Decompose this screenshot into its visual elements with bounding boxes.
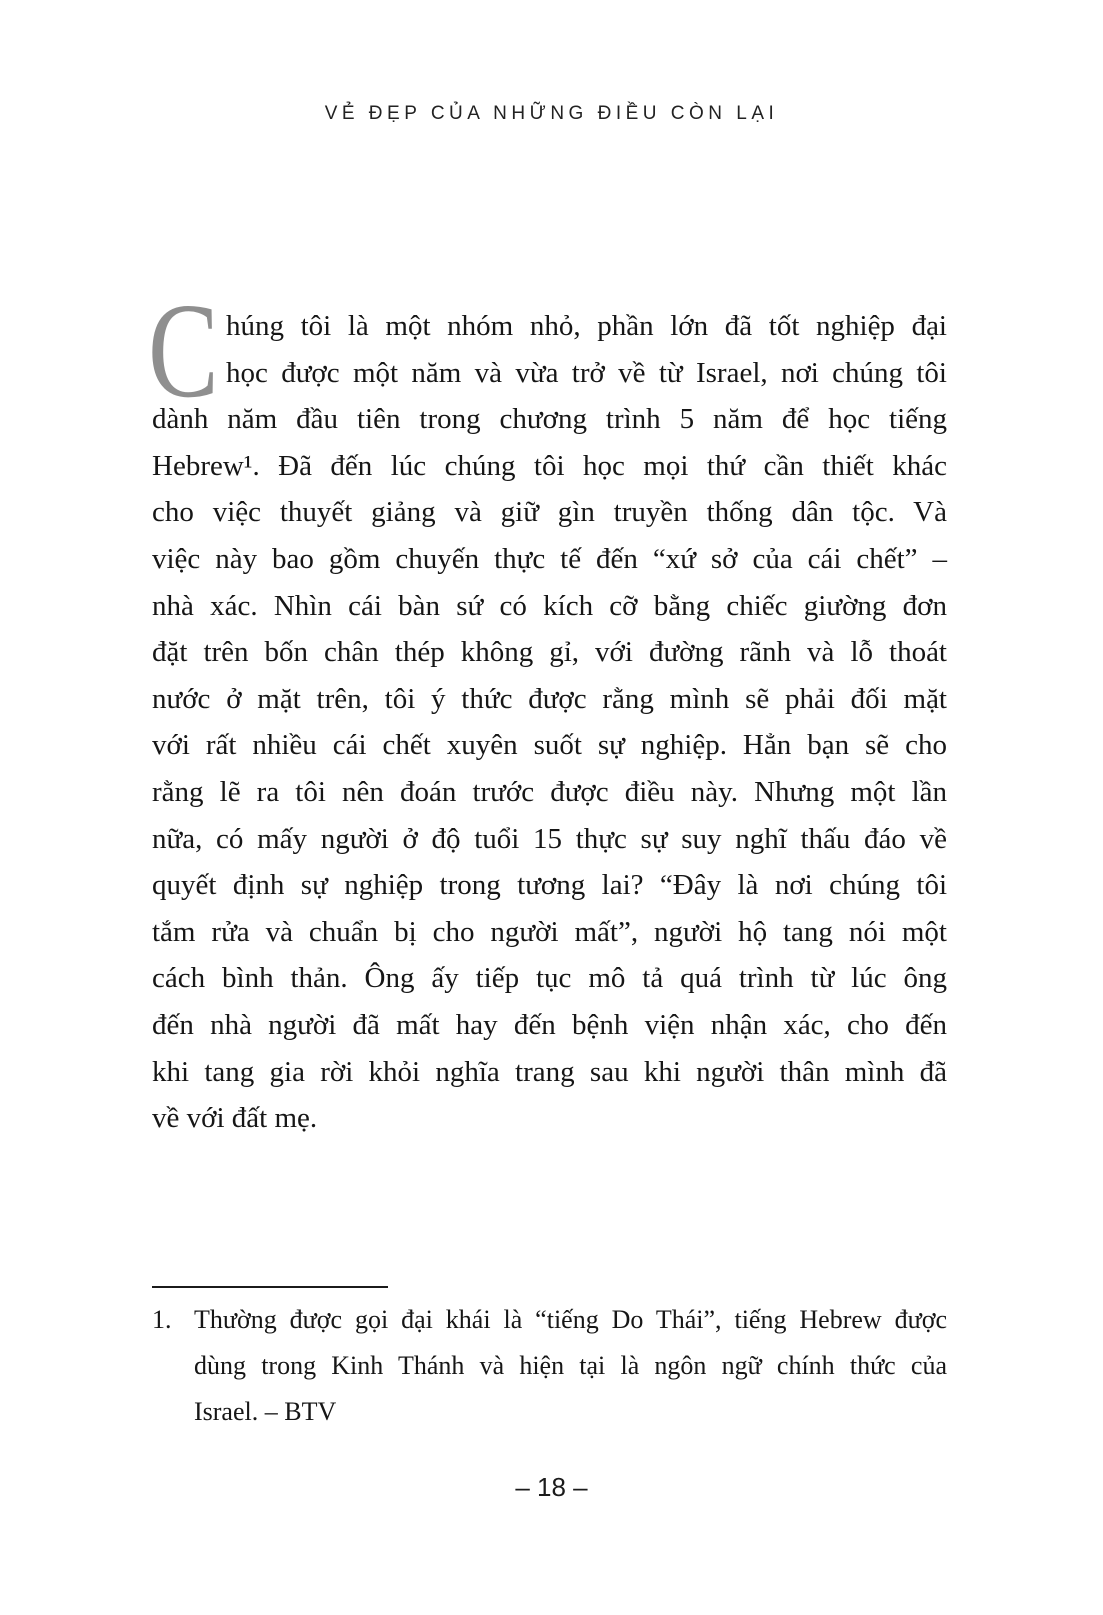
body-text-line: nhà xác. Nhìn cái bàn sứ có kích cỡ bằng chiếc giường đơn — [152, 589, 947, 622]
drop-cap: C — [148, 276, 219, 426]
footnote-text-line: Thường được gọi đại khái là “tiếng Do Thái”, tiếng Hebrew được — [194, 1305, 947, 1334]
body-text-line: khi tang gia rời khỏi nghĩa trang sau khi người thân mình đã — [152, 1055, 947, 1088]
body-text-line: rằng lẽ ra tôi nên đoán trước được điều này. Nhưng một lần — [152, 775, 947, 808]
footnote-text — [194, 1297, 947, 1435]
footnote — [152, 1297, 947, 1435]
body-text-line: húng tôi là một nhóm nhỏ, phần lớn đã tốt nghiệp đại — [226, 310, 947, 342]
footnote-text-line: dùng trong Kinh Thánh và hiện tại là ngôn ngữ chính thức của — [194, 1351, 947, 1380]
body-paragraph — [148, 276, 947, 1142]
body-text-line: tắm rửa và chuẩn bị cho người mất”, người hộ tang nói một — [152, 915, 947, 948]
page-number: – 18 – — [515, 1472, 588, 1502]
footnote-separator-rule — [152, 1286, 388, 1288]
body-text-line: cho việc thuyết giảng và giữ gìn truyền thống dân tộc. Và — [152, 496, 947, 529]
body-text-line: quyết định sự nghiệp trong tương lai? “Đây là nơi chúng tôi — [152, 869, 947, 902]
body-text-line: về với đất mẹ. — [152, 1102, 318, 1135]
body-text-line: đặt trên bốn chân thép không gỉ, với đường rãnh và lỗ thoát — [152, 636, 947, 669]
body-text-line: nước ở mặt trên, tôi ý thức được rằng mình sẽ phải đối mặt — [152, 682, 947, 715]
body-text-line: dành năm đầu tiên trong chương trình 5 năm để học tiếng — [152, 403, 947, 436]
body-text-line: với rất nhiều cái chết xuyên suốt sự nghiệp. Hẳn bạn sẽ cho — [152, 729, 947, 762]
body-text-line: Hebrew¹. Đã đến lúc chúng tôi học mọi thứ cần thiết khác — [152, 449, 947, 482]
body-text-line: đến nhà người đã mất hay đến bệnh viện nhận xác, cho đến — [152, 1008, 947, 1041]
footnote-marker: 1. — [152, 1305, 172, 1334]
footnote-text-line: Israel. – BTV — [194, 1397, 337, 1426]
body-text-line: việc này bao gồm chuyến thực tế đến “xứ sở của cái chết” – — [152, 542, 947, 575]
running-header: VẺ ĐẸP CỦA NHỮNG ĐIỀU CÒN LẠI — [324, 103, 779, 124]
body-text-line: cách bình thản. Ông ấy tiếp tục mô tả quá trình từ lúc ông — [152, 962, 947, 995]
body-text-line: nữa, có mấy người ở độ tuổi 15 thực sự suy nghĩ thấu đáo về — [152, 822, 947, 855]
body-text-line: học được một năm và vừa trở về từ Israel, nơi chúng tôi — [226, 356, 947, 389]
